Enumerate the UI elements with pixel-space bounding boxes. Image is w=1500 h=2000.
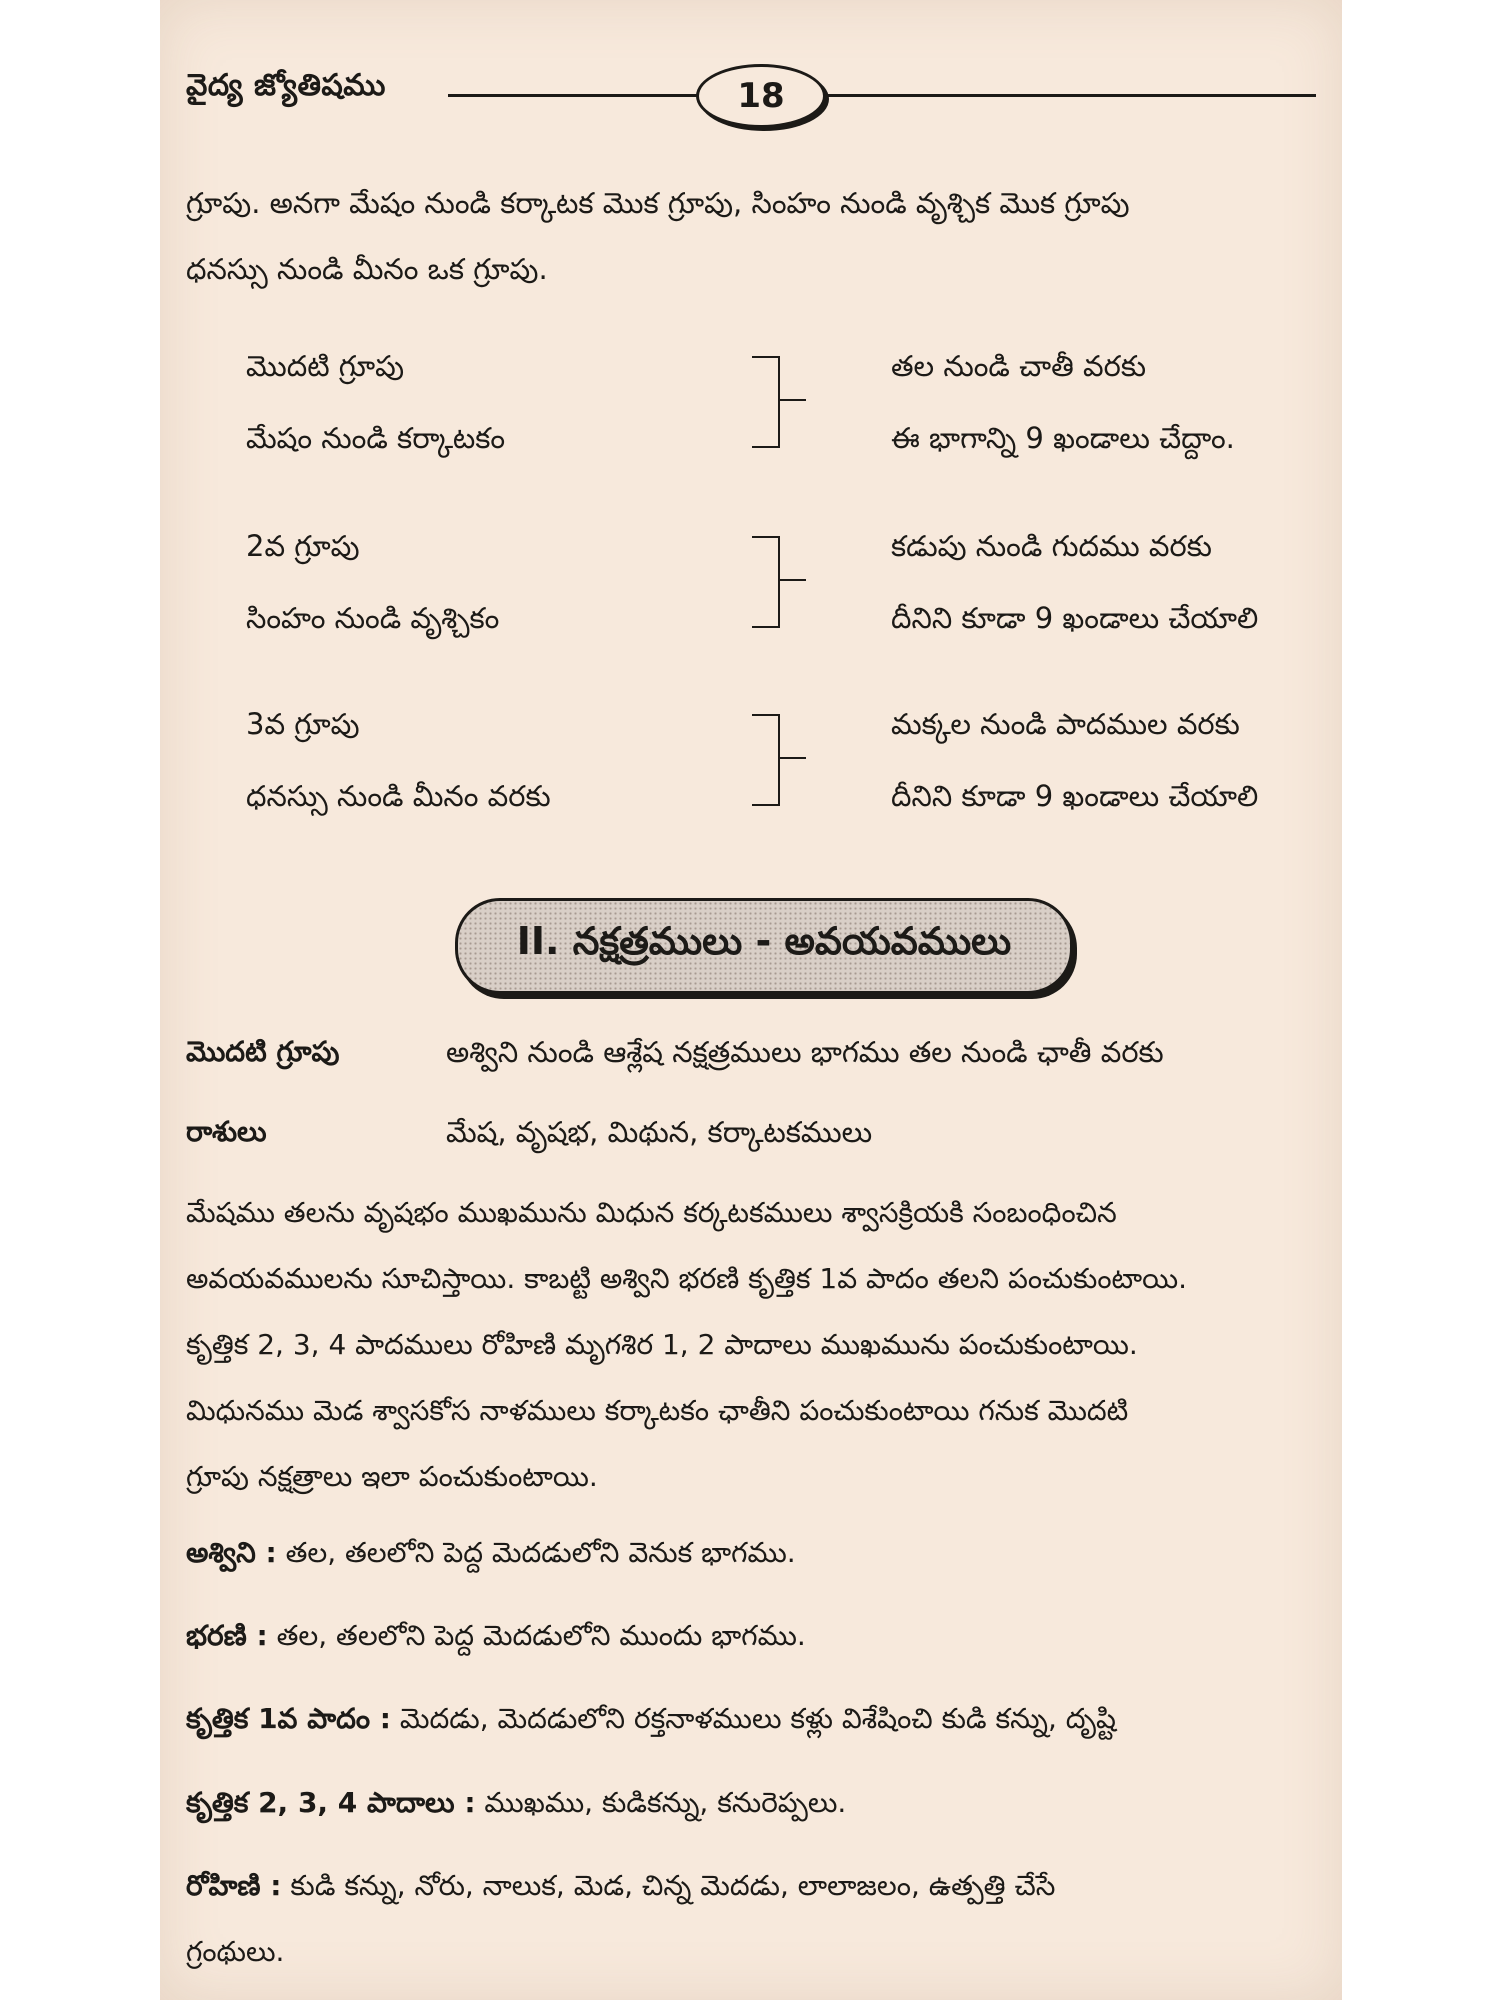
definition-term: మొదటి గ్రూపు <box>186 1035 340 1068</box>
group-body-part: కడుపు నుండి గుదము వరకు <box>891 529 1212 563</box>
bracket-tick <box>780 757 806 759</box>
group-name: 3వ గ్రూపు <box>246 707 360 741</box>
group-left <box>246 510 706 654</box>
entry-term: కృత్తిక 2, 3, 4 పాదాలు : <box>186 1786 476 1819</box>
bracket-icon <box>752 356 780 448</box>
body-line: కృత్తిక 2, 3, 4 పాదములు రోహిణి మృగశిర 1, 2 పాదాలు ముఖమును పంచుకుంటాయి. <box>186 1328 1138 1361</box>
definition-value: మేష, వృషభ, మిథున, కర్కాటకములు <box>446 1115 873 1149</box>
nakshatra-entry <box>186 1686 1316 1752</box>
definition-term: రాశులు <box>186 1115 267 1148</box>
bracket-icon <box>752 714 780 806</box>
intro-line: గ్రూపు. అనగా మేషం నుండి కర్కాటక మొక గ్రూపు, సింహం నుండి వృశ్చిక మొక గ్రూపు <box>186 186 1130 220</box>
header-rule <box>448 94 1316 97</box>
definition-value: అశ్విని నుండి ఆశ్లేష నక్షత్రములు భాగము తల నుండి ఛాతీ వరకు <box>446 1035 1164 1069</box>
body-line: అవయవములను సూచిస్తాయి. కాబట్టి అశ్విని భరణి కృత్తిక 1వ పాదం తలని పంచుకుంటాయి. <box>186 1262 1188 1295</box>
intro-line: ధనస్సు నుండి మీనం ఒక గ్రూపు. <box>186 252 548 286</box>
nakshatra-entry <box>186 1520 1316 1586</box>
nakshatra-entry <box>186 1853 1316 1985</box>
section-title: II. నక్షత్రములు - అవయవములు <box>455 898 1073 994</box>
bracket-tick <box>780 579 806 581</box>
intro-paragraph <box>186 170 1316 302</box>
group-body-part: తల నుండి చాతీ వరకు <box>891 349 1146 383</box>
body-line: గ్రూపు నక్షత్రాలు ఇలా పంచుకుంటాయి. <box>186 1460 598 1493</box>
group-right <box>891 510 1351 654</box>
body-line: మిధునము మెడ శ్వాసకోస నాళములు కర్కాటకం ఛాతీని పంచుకుంటాయి గనుక మొదటి <box>186 1394 1129 1427</box>
entry-continuation: గ్రంథులు. <box>186 1935 285 1968</box>
entry-term: రోహిణి : <box>186 1869 282 1902</box>
bracket-tick <box>780 399 806 401</box>
group-name: 2వ గ్రూపు <box>246 529 360 563</box>
group-2 <box>246 510 1316 640</box>
group-range: సింహం నుండి వృశ్చికం <box>246 601 500 635</box>
group-note: ఈ భాగాన్ని 9 ఖండాలు చేద్దాం. <box>891 421 1235 455</box>
nakshatra-entry <box>186 1603 1316 1669</box>
group-left <box>246 330 706 474</box>
running-title: వైద్య జ్యోతిషము <box>186 68 386 103</box>
group-right <box>891 688 1351 832</box>
group-name: మొదటి గ్రూపు <box>246 349 405 383</box>
body-paragraph <box>186 1180 1316 1510</box>
entry-term: కృత్తిక 1వ పాదం : <box>186 1702 391 1735</box>
entry-text: తల, తలలోని పెద్ద మెదడులోని ముందు భాగము. <box>276 1619 806 1652</box>
group-1 <box>246 330 1316 460</box>
bracket-icon <box>752 536 780 628</box>
entry-text: ముఖము, కుడికన్ను, కనురెప్పలు. <box>484 1786 847 1819</box>
group-range: మేషం నుండి కర్కాటకం <box>246 421 506 455</box>
group-body-part: మక్కల నుండి పాదముల వరకు <box>891 707 1240 741</box>
entry-text: మెదడు, మెదడులోని రక్తనాళములు కళ్లు విశేషించి కుడి కన్ను, దృష్టి <box>399 1702 1116 1735</box>
entry-text: కుడి కన్ను, నోరు, నాలుక, మెడ, చిన్న మెదడు, లాలాజలం, ఉత్పత్తి చేసే <box>290 1869 1056 1902</box>
group-left <box>246 688 706 832</box>
entry-term: భరణి : <box>186 1619 268 1652</box>
group-range: ధనస్సు నుండి మీనం వరకు <box>246 779 551 813</box>
body-line: మేషము తలను వృషభం ముఖమును మిధున కర్కటకములు శ్వాసక్రియకి సంబంధించిన <box>186 1196 1117 1229</box>
group-3 <box>246 688 1316 818</box>
entry-text: తల, తలలోని పెద్ద మెదడులోని వెనుక భాగము. <box>285 1536 796 1569</box>
entry-term: అశ్విని : <box>186 1536 277 1569</box>
page-number: 18 <box>696 64 826 128</box>
group-note: దీనిని కూడా 9 ఖండాలు చేయాలి <box>891 601 1259 635</box>
page-header <box>186 60 1316 130</box>
nakshatra-entry <box>186 1770 1316 1836</box>
group-right <box>891 330 1351 474</box>
group-note: దీనిని కూడా 9 ఖండాలు చేయాలి <box>891 779 1259 813</box>
book-page <box>160 0 1342 2000</box>
